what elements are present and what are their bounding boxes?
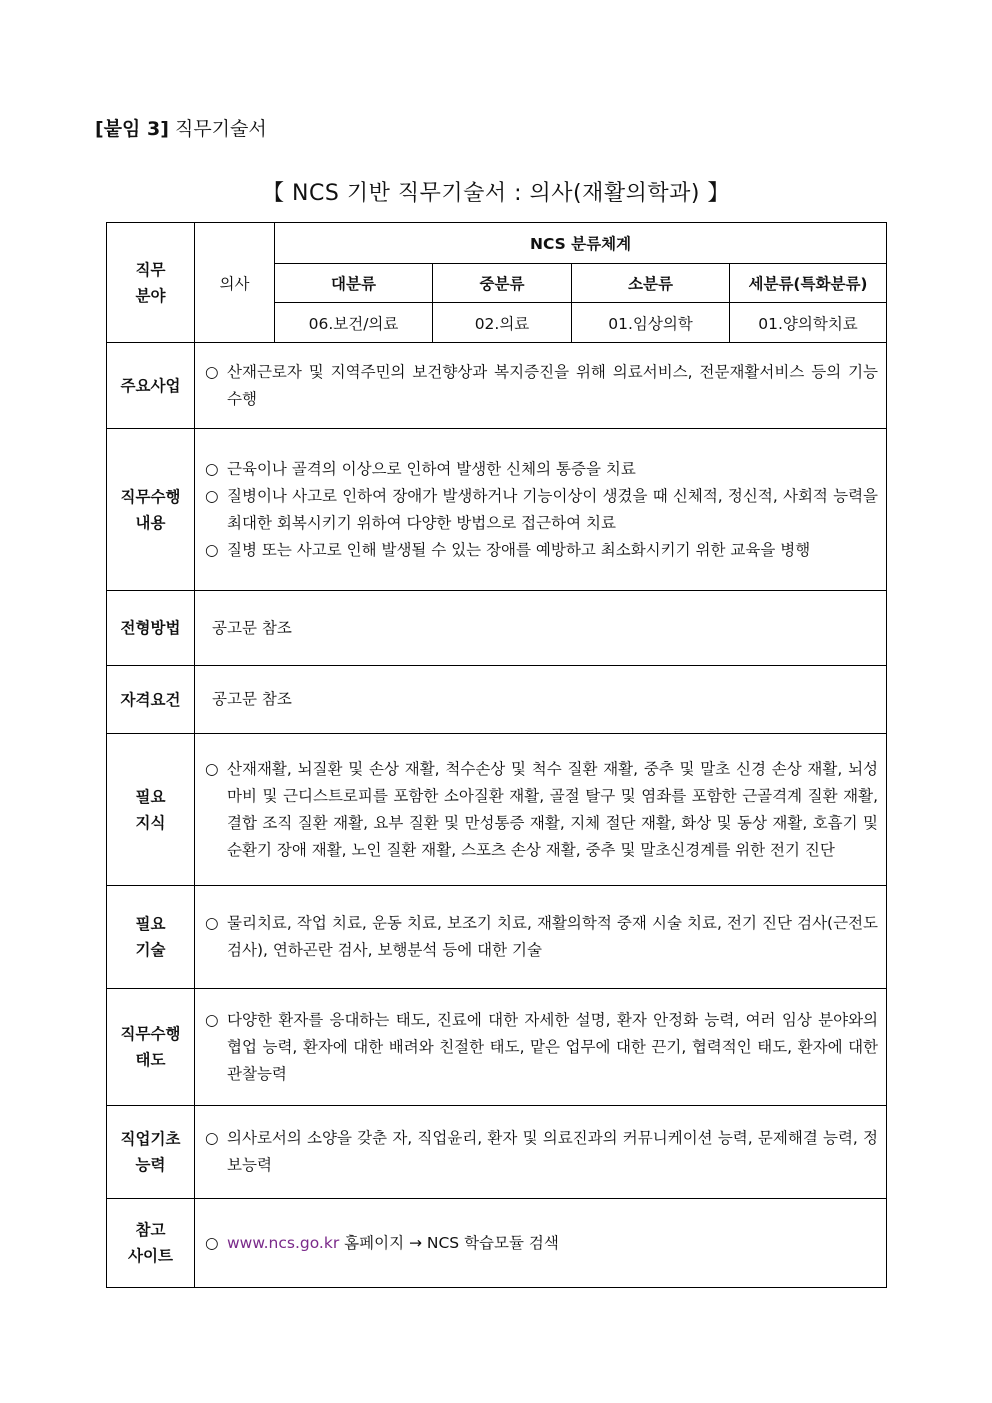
row-label: 전형방법: [107, 591, 195, 666]
row-content: ○ 물리치료, 작업 치료, 운동 치료, 보조기 치료, 재활의학적 중재 시술 치료, 전기 진단 검사(근전도 검사), 연하곤란 검사, 보행분석 등에 대한 기술: [195, 886, 887, 989]
job-description-table: [106, 222, 887, 1288]
table-row: [107, 429, 887, 591]
minor-category-header: 소분류: [572, 264, 730, 303]
attachment-heading: [95, 114, 267, 141]
row-content: ○ 근육이나 골격의 이상으로 인하여 발생한 신체의 통증을 치료 ○ 질병이나 사고로 인하여 장애가 발생하거나 기능이상이 생겼을 때 신체적, 정신적, 사회적 능력을 최대한 회복시키기 위하여 다양한 방법으로 접근하여 치료 ○ 질병 또는 사고로 인해 발생될 수 있는 장애를 예방하고 최소화시키기 위한 교육을 병행: [195, 429, 887, 591]
attachment-tag: [붙임 3]: [95, 118, 169, 140]
row-label: 직무수행 내용: [107, 429, 195, 591]
bullet-icon: ○: [205, 1129, 219, 1147]
document-title: 【 NCS 기반 직무기술서 : 의사(재활의학과) 】: [262, 181, 730, 206]
row-content: ○ 다양한 환자를 응대하는 태도, 진료에 대한 자세한 설명, 환자 안정화 능력, 여러 임상 분야와의 협업 능력, 환자에 대한 배려와 친절한 태도, 맡은 업무에 대한 끈기, 협력적인 태도, 환자에 대한 관찰능력: [195, 989, 887, 1106]
row-label: 참고 사이트: [107, 1199, 195, 1288]
sub-category-value: 01.양의학치료: [730, 303, 887, 343]
row-content: 공고문 참조: [195, 666, 887, 734]
minor-category-value: 01.임상의학: [572, 303, 730, 343]
row-content: ○ 의사로서의 소양을 갖춘 자, 직업윤리, 환자 및 의료진과의 커뮤니케이션 능력, 문제해결 능력, 정보능력: [195, 1106, 887, 1199]
major-category-value: 06.보건/의료: [275, 303, 433, 343]
job-name: 의사: [195, 223, 275, 343]
middle-category-header: 중분류: [433, 264, 572, 303]
table-row: [107, 734, 887, 886]
row-label: 직무수행 태도: [107, 989, 195, 1106]
table-row: [107, 343, 887, 429]
table-row: [107, 989, 887, 1106]
table-row: [107, 591, 887, 666]
bullet-icon: ○: [205, 459, 219, 478]
table-row: [107, 1199, 887, 1288]
bullet-icon: ○: [205, 540, 219, 559]
table-row: [107, 1106, 887, 1199]
row-content: 공고문 참조: [195, 591, 887, 666]
major-category-header: 대분류: [275, 264, 433, 303]
sub-category-header: 세분류(특화분류): [730, 264, 887, 303]
job-field-label: 직무 분야: [107, 223, 195, 343]
middle-category-value: 02.의료: [433, 303, 572, 343]
bullet-icon: ○: [205, 486, 219, 505]
attachment-label: 직무기술서: [174, 118, 267, 140]
bullet-icon: ○: [205, 1233, 219, 1252]
ncs-site-link[interactable]: www.ncs.go.kr: [227, 1233, 340, 1252]
row-content: [195, 1199, 887, 1288]
row-label: 주요사업: [107, 343, 195, 429]
row-label: 필요 지식: [107, 734, 195, 886]
bullet-icon: ○: [205, 1010, 219, 1029]
bullet-icon: ○: [205, 759, 219, 778]
row-label: 필요 기술: [107, 886, 195, 989]
table-row: [107, 886, 887, 989]
bullet-icon: ○: [205, 914, 219, 932]
row-label: 직업기초 능력: [107, 1106, 195, 1199]
reference-text: 홈페이지 → NCS 학습모듈 검색: [344, 1233, 559, 1252]
bullet-icon: ○: [205, 362, 219, 381]
row-label: 자격요건: [107, 666, 195, 734]
row-content: ○ 산재재활, 뇌질환 및 손상 재활, 척수손상 및 척수 질환 재활, 중추 및 말초 신경 손상 재활, 뇌성마비 및 근디스트로피를 포함한 소아질환 재활, 골절 탈구 및 염좌를 포함한 근골격계 질환 재활, 결합 조직 질환 재활, 요부 질환 및 만성통증 재활, 지체 절단 재활, 화상 및 동상 재활, 호흡기 및 순환기 장애 재활, 노인 질환 재활, 스포츠 손상 재활, 중추 및 말초신경계를 위한 전기 진단: [195, 734, 887, 886]
row-content: ○ 산재근로자 및 지역주민의 보건향상과 복지증진을 위해 의료서비스, 전문재활서비스 등의 기능 수행: [195, 343, 887, 429]
ncs-system-header: NCS 분류체계: [275, 223, 887, 264]
table-row: [107, 666, 887, 734]
